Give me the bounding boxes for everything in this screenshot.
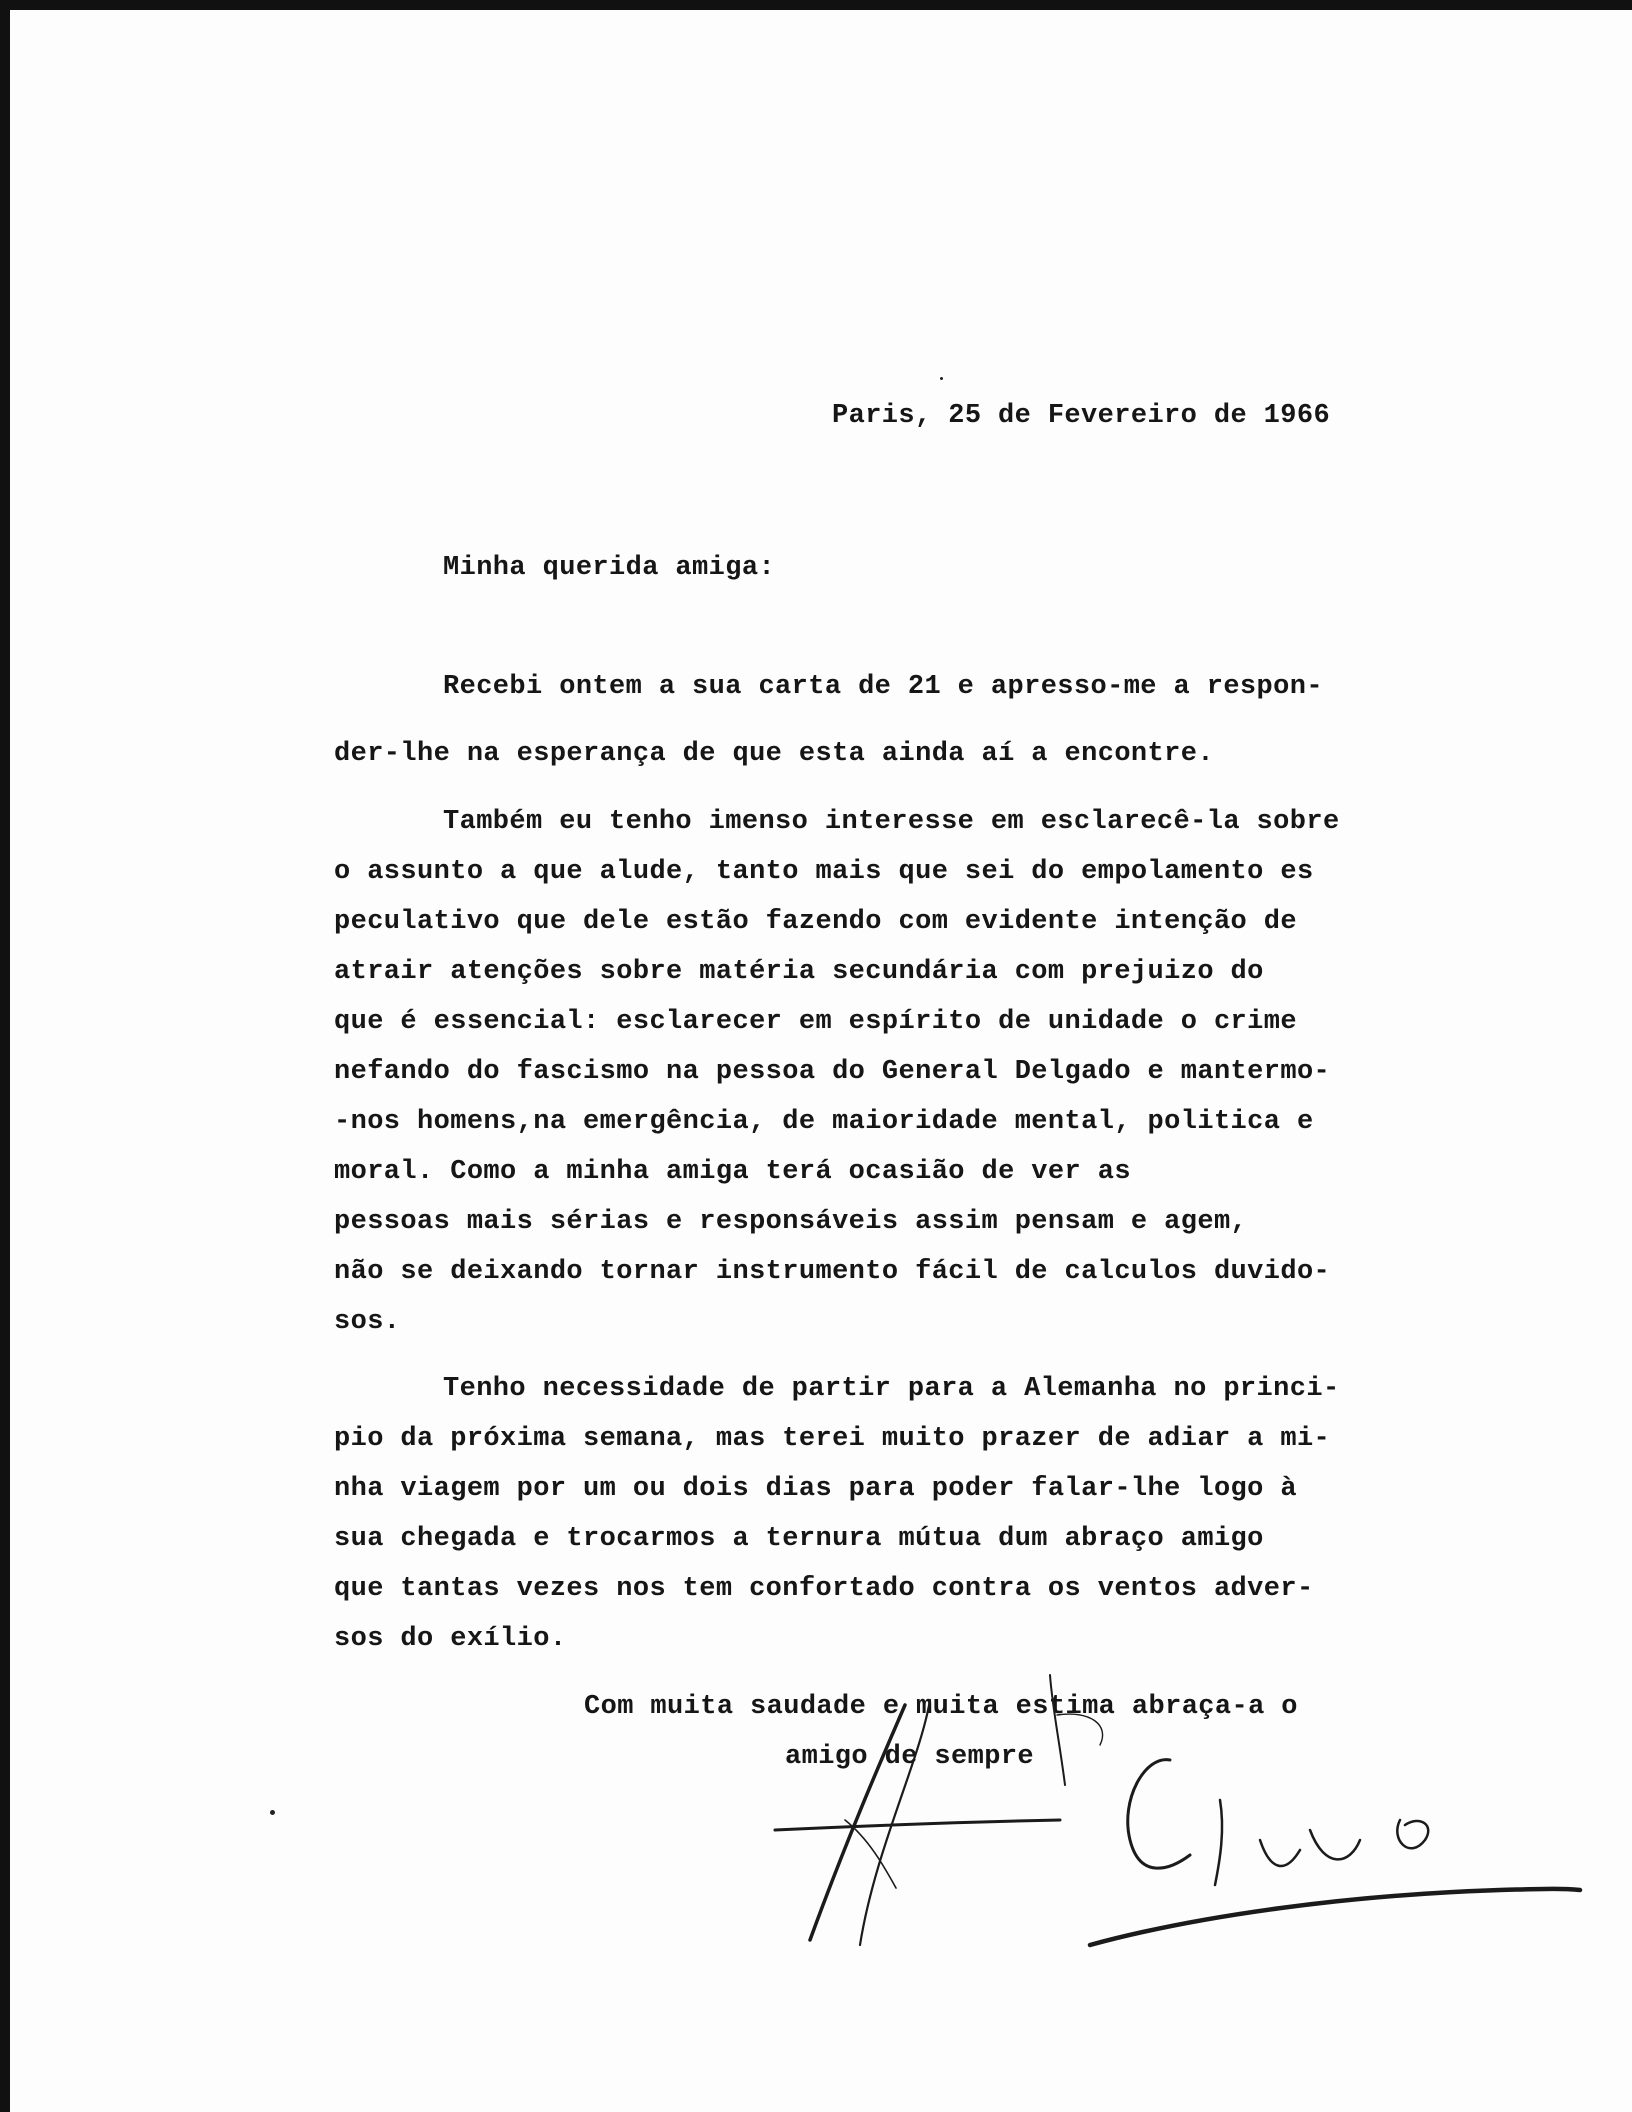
- body-line-8: nefando do fascismo na pessoa do General Delgado e mantermo-: [334, 1057, 1331, 1087]
- closing-line-1: Com muita saudade e muita estima abraça-a o: [584, 1692, 1298, 1722]
- body-line-19: sos do exílio.: [334, 1624, 567, 1654]
- body-line-6: atrair atenções sobre matéria secundária com prejuizo do: [334, 957, 1264, 987]
- body-line-18: que tantas vezes nos tem confortado contra os ventos adver-: [334, 1574, 1314, 1604]
- speck: [940, 377, 943, 380]
- body-line-16: nha viagem por um ou dois dias para poder falar-lhe logo à: [334, 1474, 1297, 1504]
- handwritten-signature: [700, 1040, 1600, 1990]
- body-line-3: Também eu tenho imenso interesse em esclarecê-la sobre: [443, 807, 1340, 837]
- speck: [270, 1810, 275, 1815]
- body-line-5: peculativo que dele estão fazendo com evidente intenção de: [334, 907, 1297, 937]
- body-line-14: Tenho necessidade de partir para a Alemanha no princi-: [443, 1374, 1340, 1404]
- body-line-15: pio da próxima semana, mas terei muito prazer de adiar a mi-: [334, 1424, 1331, 1454]
- body-line-1: Recebi ontem a sua carta de 21 e apresso-me a respon-: [443, 672, 1323, 702]
- body-line-7: que é essencial: esclarecer em espírito de unidade o crime: [334, 1007, 1297, 1037]
- salutation: Minha querida amiga:: [443, 553, 776, 583]
- body-line-4: o assunto a que alude, tanto mais que sei do empolamento es: [334, 857, 1314, 887]
- body-line-11: pessoas mais sérias e responsáveis assim pensam e agem,: [334, 1207, 1248, 1237]
- body-line-17: sua chegada e trocarmos a ternura mútua dum abraço amigo: [334, 1524, 1264, 1554]
- body-line-13: sos.: [334, 1307, 401, 1337]
- body-line-9: -nos homens,na emergência, de maioridade mental, politica e: [334, 1107, 1314, 1137]
- body-line-10: moral. Como a minha amiga terá ocasião de ver as: [334, 1157, 1131, 1187]
- body-line-2: der-lhe na esperança de que esta ainda aí a encontre.: [334, 739, 1214, 769]
- scan-top-edge: [0, 0, 1632, 10]
- closing-line-2: amigo de sempre: [785, 1742, 1035, 1772]
- date-line: Paris, 25 de Fevereiro de 1966: [832, 401, 1331, 431]
- body-line-12: não se deixando tornar instrumento fácil de calculos duvido-: [334, 1257, 1331, 1287]
- scan-left-edge: [0, 0, 10, 2112]
